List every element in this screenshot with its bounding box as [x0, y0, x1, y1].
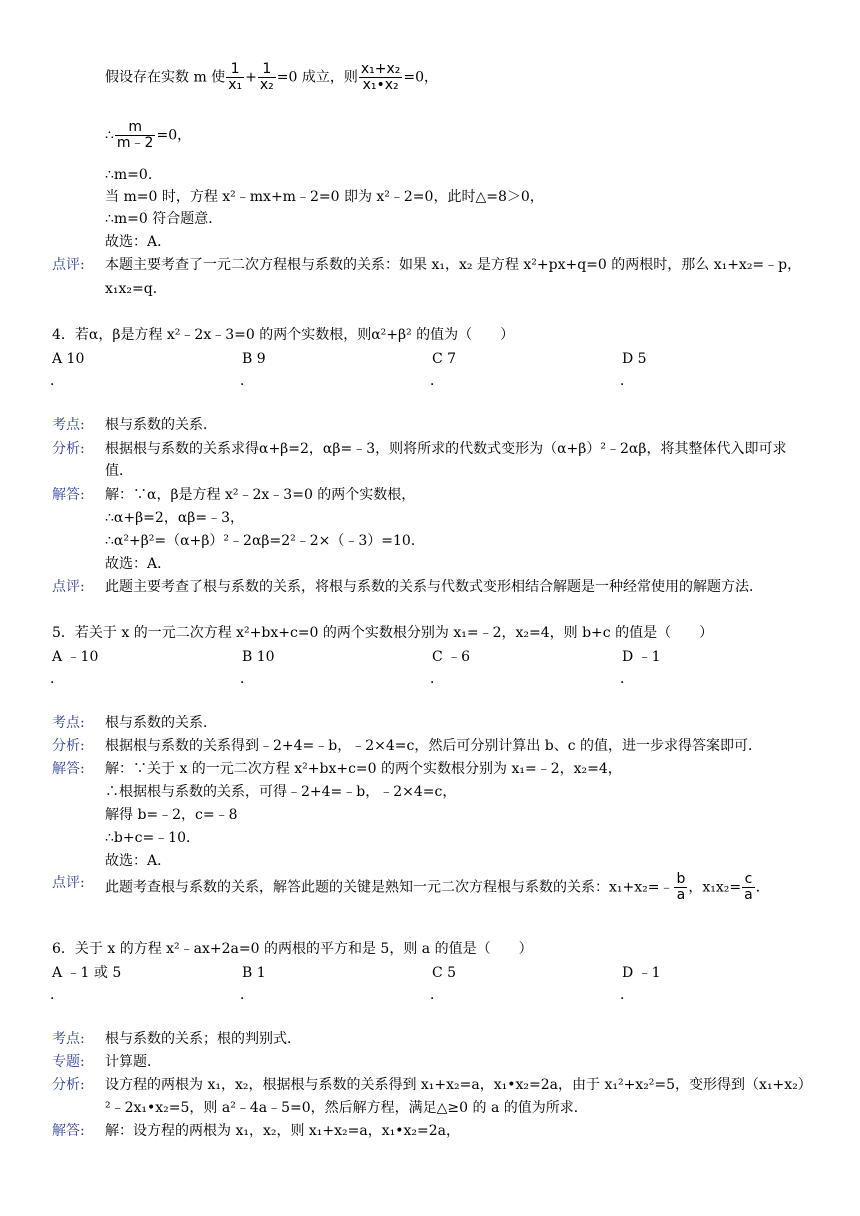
q5-jieda-line-5: 故选：A． [105, 853, 172, 869]
q4-stem: 4．若α，β是方程 x²﹣2x﹣3=0 的两个实数根，则α²+β² 的值为（ ） [52, 327, 515, 343]
q3-line-2: ∴ $\frac{m}{m﹣2}$ =0， [105, 119, 192, 151]
q5-option-b: B 10 [242, 649, 275, 665]
q5-jieda-line-1: 解：∵关于 x 的一元二次方程 x²+bx+c=0 的两个实数根分别为 x₁=﹣2，x₂=4， [105, 761, 622, 777]
q4-option-a: A 10 [52, 351, 85, 367]
q5-option-d-dot: ． [620, 671, 634, 687]
q4-option-c-dot: ． [430, 373, 444, 389]
q4-fenxi-line-1: 根据根与系数的关系求得α+β=2，αβ=﹣3，则将所求的代数式变形为（α+β）²﹣2αβ，将其整体代入即可求 [105, 441, 787, 457]
q3-line-6: 故选：A． [105, 234, 172, 250]
q6-option-a: A ﹣1 或 5 [52, 965, 122, 981]
q4-jieda-label: 解答: [52, 487, 85, 503]
q4-option-b: B 9 [242, 351, 266, 367]
q3-line-3: ∴m=0． [105, 167, 162, 183]
q4-jieda-line-4: 故选：A． [105, 556, 172, 572]
q4-jieda-line-3: ∴α²+β²=（α+β）²﹣2αβ=2²﹣2×（﹣3）=10． [105, 533, 425, 549]
fraction: $\frac{c}{a}$ [744, 871, 753, 903]
q4-fenxi-label: 分析: [52, 441, 85, 457]
q4-option-a-dot: ． [50, 373, 64, 389]
q4-option-c: C 7 [432, 351, 457, 367]
q6-option-c-dot: ． [430, 987, 444, 1003]
q5-kaodian-label: 考点: [52, 715, 85, 731]
q3-comment-line-1: 本题主要考查了一元二次方程根与系数的关系：如果 x₁，x₂ 是方程 x²+px+q=0 的两根时，那么 x₁+x₂=﹣p， [105, 257, 802, 273]
q6-option-b-dot: ． [240, 987, 254, 1003]
q6-option-d-dot: ． [620, 987, 634, 1003]
q6-fenxi-line-2: ²﹣2x₁•x₂=5，则 a²﹣4a﹣5=0，然后解方程，满足△≥0 的 a 的值为所求． [105, 1100, 588, 1116]
q4-kaodian-label: 考点: [52, 417, 85, 433]
q6-option-a-dot: ． [50, 987, 64, 1003]
q6-zhuanti-label: 专题: [52, 1054, 85, 1070]
q5-fenxi-label: 分析: [52, 738, 85, 754]
q4-option-d-dot: ． [620, 373, 634, 389]
q4-jieda-line-1: 解：∵α，β是方程 x²﹣2x﹣3=0 的两个实数根， [105, 487, 416, 503]
q6-option-d: D ﹣1 [622, 965, 661, 981]
q3-comment-label: 点评: [52, 257, 85, 273]
q5-jieda-line-3: 解得 b=﹣2，c=﹣8 [105, 807, 238, 823]
q4-option-b-dot: ． [240, 373, 254, 389]
q5-jieda-line-4: ∴b+c=﹣10． [105, 830, 200, 846]
q6-zhuanti: 计算题． [105, 1054, 161, 1070]
q4-dianping: 此题主要考查了根与系数的关系，将根与系数的关系与代数式变形相结合解题是一种经常使用的解题方法． [105, 579, 763, 595]
q3-comment-line-2: x₁x₂=q． [105, 281, 167, 297]
q6-kaodian: 根与系数的关系；根的判别式． [105, 1031, 301, 1047]
fraction: $\frac{m}{m﹣2}$ [116, 119, 154, 151]
q3-line-5: ∴m=0 符合题意． [105, 211, 223, 227]
q4-option-d: D 5 [622, 351, 647, 367]
q5-kaodian: 根与系数的关系． [105, 715, 217, 731]
fraction: $\frac{1}{\text{x₁}}$ [228, 61, 243, 93]
fraction: $\frac{1}{\text{x₂}}$ [259, 61, 274, 93]
q6-stem: 6．关于 x 的方程 x²﹣ax+2a=0 的两根的平方和是 5，则 a 的值是（ ） [52, 941, 533, 957]
q6-option-b: B 1 [242, 965, 266, 981]
fraction: $\frac{b}{a}$ [676, 871, 686, 903]
q4-fenxi-line-2: 值． [105, 463, 133, 479]
q6-fenxi-label: 分析: [52, 1077, 85, 1093]
q6-option-c: C 5 [432, 965, 457, 981]
q6-jieda-label: 解答: [52, 1123, 85, 1139]
q5-option-d: D ﹣1 [622, 649, 661, 665]
q5-fenxi: 根据根与系数的关系得到﹣2+4=﹣b，﹣2×4=c，然后可分别计算出 b、c 的值，进一步求得答案即可． [105, 738, 763, 754]
q5-option-c: C ﹣6 [432, 649, 471, 665]
q6-jieda-line-1: 解：设方程的两根为 x₁，x₂，则 x₁+x₂=a，x₁•x₂=2a， [105, 1123, 460, 1139]
fraction: $\frac{\text{x₁+x₂}}{\text{x₁•x₂}}$ [360, 61, 401, 93]
q5-jieda-line-2: ∴根据根与系数的关系，可得﹣2+4=﹣b，﹣2×4=c， [105, 784, 457, 800]
q5-dianping: 此题考查根与系数的关系，解答此题的关键是熟知一元二次方程根与系数的关系：x₁+x₂=﹣ $\frac{b}{a}$ ，x₁x₂= $\frac{c}{a}$ ． [105, 871, 770, 903]
q4-kaodian: 根与系数的关系． [105, 417, 217, 433]
q3-line-4: 当 m=0 时，方程 x²﹣mx+m﹣2=0 即为 x²﹣2=0，此时△=8＞0， [105, 189, 544, 205]
q6-kaodian-label: 考点: [52, 1031, 85, 1047]
q3-line-1: 假设存在实数 m 使 $\frac{1}{\text{x₁}}$ + $\frac{1}{\text{x₂}}$ =0 成立，则 $\frac{\text{x₁+x₂}}{\text{x₁•x₂}}$ =0， [105, 61, 438, 93]
q5-option-c-dot: ． [430, 671, 444, 687]
q5-jieda-label: 解答: [52, 761, 85, 777]
q6-fenxi-line-1: 设方程的两根为 x₁，x₂，根据根与系数的关系得到 x₁+x₂=a，x₁•x₂=2a，由于 x₁²+x₂²=5，变形得到（x₁+x₂） [105, 1077, 812, 1093]
q5-dianping-label: 点评: [52, 875, 85, 891]
q4-dianping-label: 点评: [52, 579, 85, 595]
q5-option-b-dot: ． [240, 671, 254, 687]
q5-option-a-dot: ． [50, 671, 64, 687]
q4-jieda-line-2: ∴α+β=2，αβ=﹣3， [105, 510, 245, 526]
q5-stem: 5．若关于 x 的一元二次方程 x²+bx+c=0 的两个实数根分别为 x₁=﹣2，x₂=4，则 b+c 的值是（ ） [52, 625, 714, 641]
q5-option-a: A ﹣10 [52, 649, 99, 665]
